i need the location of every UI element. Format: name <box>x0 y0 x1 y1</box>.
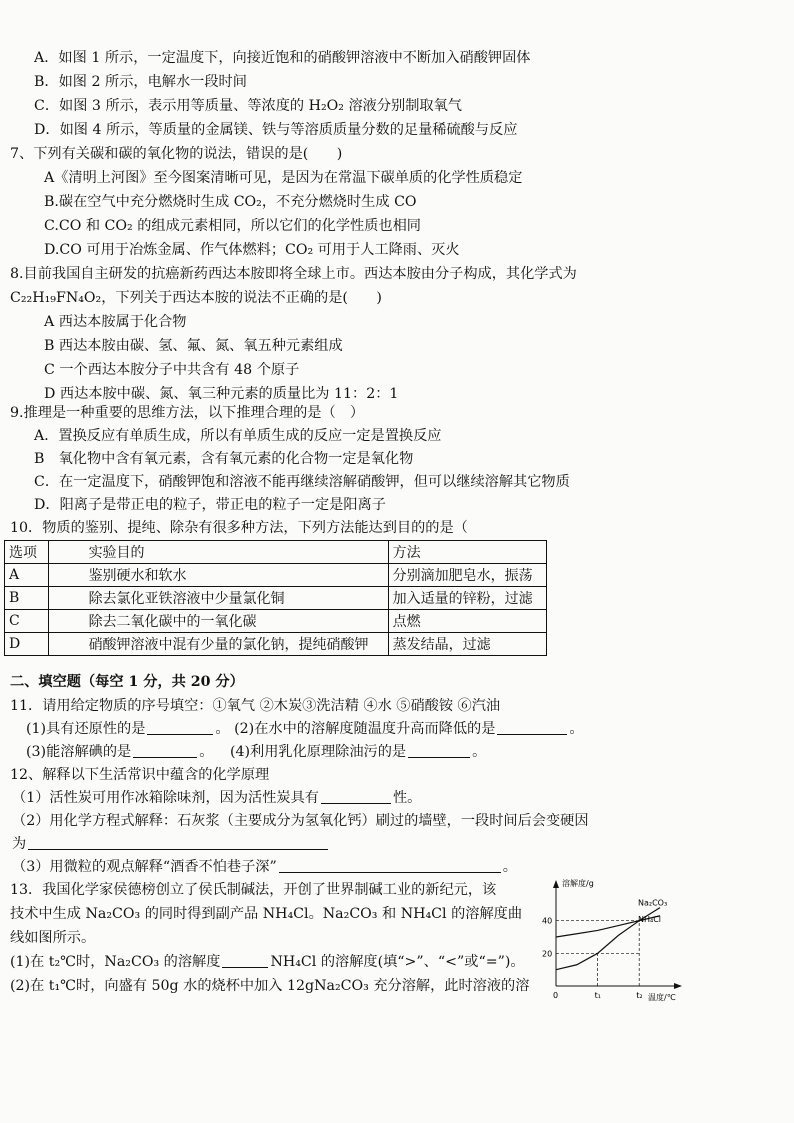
table-cell: 鉴别硬水和软水 <box>48 564 388 587</box>
q11-part1: (1)具有还原性的是 <box>26 721 146 737</box>
answer-blank[interactable] <box>28 835 328 850</box>
table-header: 方法 <box>388 541 546 564</box>
table-cell: 硝酸钾溶液中混有少量的氯化钠，提纯硝酸钾 <box>48 633 388 656</box>
table-row <box>5 587 547 610</box>
answer-blank[interactable] <box>133 743 197 758</box>
q10-options-table <box>4 540 547 656</box>
q10-stem: 10．物质的鉴别、提纯、除杂有很多种方法，下列方法能达到目的的是（ <box>10 520 468 536</box>
q13-line4 <box>10 952 525 972</box>
q11-line2: (3)能溶解碘的是 。 (4)利用乳化原理除油污的是 。 <box>26 744 487 760</box>
answer-blank[interactable] <box>147 720 213 735</box>
section-title: 二、填空题（每空 1 分，共 20 分） <box>10 674 244 690</box>
table-cell: C <box>5 610 49 633</box>
q9-stem: 9.推理是一种重要的思维方法，以下推理合理的是（ ） <box>10 405 365 421</box>
q12-part2-cont <box>12 834 330 854</box>
q11-stem: 11．请用给定物质的序号填空：①氧气 ②木炭③洗洁精 ④水 ⑤硝酸铵 ⑥汽油 <box>10 698 501 714</box>
q12-part3: （3）用微粒的观点解释“酒香不怕巷子深” <box>12 859 277 875</box>
q11-part4: (4)利用乳化原理除油污的是 <box>229 744 407 760</box>
x-axis-arrow <box>674 983 682 989</box>
q8-option-c: C 一个西达本胺分子中共含有 48 个原子 <box>44 362 300 378</box>
table-cell: B <box>5 587 49 610</box>
table-cell: 除去氯化亚铁溶液中少量氯化铜 <box>48 587 388 610</box>
q12-stem: 12、解释以下生活常识中蕴含的化学原理 <box>10 767 270 783</box>
answer-blank[interactable] <box>321 789 391 804</box>
table-header-row <box>5 541 547 564</box>
q7-stem: 7、下列有关碳和碳的氧化物的说法，错误的是( ) <box>10 146 343 162</box>
table-cell: 加入适量的锌粉，过滤 <box>388 587 546 610</box>
q13-line1: 13．我国化学家侯德榜创立了侯氏制碱法，开创了世界制碱工业的新纪元，该 <box>10 882 497 898</box>
answer-blank[interactable] <box>222 953 268 968</box>
y-tick-label: 20 <box>542 949 553 959</box>
x-tick-label: 0 <box>553 991 559 1000</box>
q13-line2: 技术中生成 Na₂CO₃ 的同时得到副产品 NH₄Cl。Na₂CO₃ 和 NH₄Cl 的溶解度曲 <box>10 906 523 922</box>
q12-part1: （1）活性炭可用作冰箱除味剂，因为活性炭具有 <box>12 790 319 806</box>
q13-part1-end: NH₄Cl 的溶解度(填“>”、“<”或“=”)。 <box>270 954 525 970</box>
table-cell: 分别滴加肥皂水，振荡 <box>388 564 546 587</box>
table-cell: A <box>5 564 49 587</box>
q9-option-c: C．在一定温度下，硝酸钾饱和溶液不能再继续溶解硝酸钾，但可以继续溶解其它物质 <box>34 474 570 490</box>
q8-option-d: D 西达本胺中碳、氮、氧三种元素的质量比为 11：2：1 <box>44 386 399 402</box>
answer-blank[interactable] <box>279 858 501 873</box>
q7-option-c: C.CO 和 CO₂ 的组成元素相同，所以它们的化学性质也相同 <box>44 218 421 234</box>
q9-option-b: B 氧化物中含有氧元素，含有氧元素的化合物一定是氧化物 <box>34 451 414 467</box>
q9-option-d: D．阳离子是带正电的粒子，带正电的粒子一定是阳离子 <box>34 497 386 513</box>
table-cell: 点燃 <box>388 610 546 633</box>
x-tick-label: t₂ <box>636 991 643 1000</box>
q12-part1-end: 性。 <box>392 790 422 806</box>
table-cell: 蒸发结晶，过滤 <box>388 633 546 656</box>
q7-option-a: A《清明上河图》至今图案清晰可见，是因为在常温下碳单质的化学性质稳定 <box>44 170 523 186</box>
q12-part2-word: 为 <box>12 836 27 852</box>
table-cell: D <box>5 633 49 656</box>
q12-part2: （2）用化学方程式解释：石灰浆（主要成分为氢氧化钙）刷过的墙壁，一段时间后会变硬因 <box>12 813 589 829</box>
y-axis-label: 溶解度/g <box>562 879 594 888</box>
q13-line3: 线如图所示。 <box>10 930 96 946</box>
solubility-chart <box>536 874 694 1004</box>
y-tick-label: 40 <box>542 916 553 926</box>
x-tick-label: t₁ <box>594 991 601 1000</box>
table-cell: 除去二氧化碳中的一氧化碳 <box>48 610 388 633</box>
q13-line5: (2)在 t₁℃时，向盛有 50g 水的烧杯中加入 12gNa₂CO₃ 充分溶解，此时溶液的溶 <box>10 978 530 994</box>
q8-option-a: A 西达本胺属于化合物 <box>44 314 187 330</box>
q11-part2: (2)在水中的溶解度随温度升高而降低的是 <box>234 721 496 737</box>
table-row <box>5 564 547 587</box>
q6-option-b: B．如图 2 所示，电解水一段时间 <box>34 74 247 90</box>
table-row <box>5 633 547 656</box>
q13-part1: (1)在 t₂℃时，Na₂CO₃ 的溶解度 <box>10 954 221 970</box>
q11-line1: (1)具有还原性的是 。 (2)在水中的溶解度随温度升高而降低的是 。 <box>26 721 584 737</box>
q7-option-d: D.CO 可用于冶炼金属、作气体燃料；CO₂ 可用于人工降雨、灭火 <box>44 242 460 258</box>
answer-blank[interactable] <box>408 743 470 758</box>
table-header: 选项 <box>5 541 49 564</box>
q9-option-a: A．置换反应有单质生成，所以有单质生成的反应一定是置换反应 <box>34 428 442 444</box>
q6-option-a: A．如图 1 所示，一定温度下，向接近饱和的硝酸钾溶液中不断加入硝酸钾固体 <box>34 50 531 66</box>
q8-option-b: B 西达本胺由碳、氢、氟、氮、氧五种元素组成 <box>44 338 343 354</box>
q11-part3: (3)能溶解碘的是 <box>26 744 132 760</box>
q12-line3: （3）用微粒的观点解释“酒香不怕巷子深” 。 <box>12 859 517 875</box>
q8-stem-line2: C₂₂H₁₉FN₄O₂，下列关于西达本胺的说法不正确的是( ) <box>10 290 382 306</box>
q6-option-c: C．如图 3 所示，表示用等质量、等浓度的 H₂O₂ 溶液分别制取氧气 <box>34 98 462 114</box>
q7-option-b: B.碳在空气中充分燃烧时生成 CO₂，不充分燃烧时生成 CO <box>44 194 417 210</box>
x-axis-label: 温度/℃ <box>648 993 676 1002</box>
answer-blank[interactable] <box>497 720 567 735</box>
series-label: NH₄Cl <box>638 914 662 924</box>
q8-stem-line1: 8.目前我国自主研发的抗癌新药西达本胺即将全球上市。西达本胺由分子构成，其化学式为 <box>10 266 577 282</box>
table-row <box>5 610 547 633</box>
q12-line1 <box>12 788 421 808</box>
y-axis-arrow <box>553 880 559 888</box>
q6-option-d: D．如图 4 所示，等质量的金属镁、铁与等溶质质量分数的足量稀硫酸与反应 <box>34 122 518 138</box>
table-header: 实验目的 <box>48 541 388 564</box>
series-label: Na₂CO₃ <box>638 898 668 908</box>
